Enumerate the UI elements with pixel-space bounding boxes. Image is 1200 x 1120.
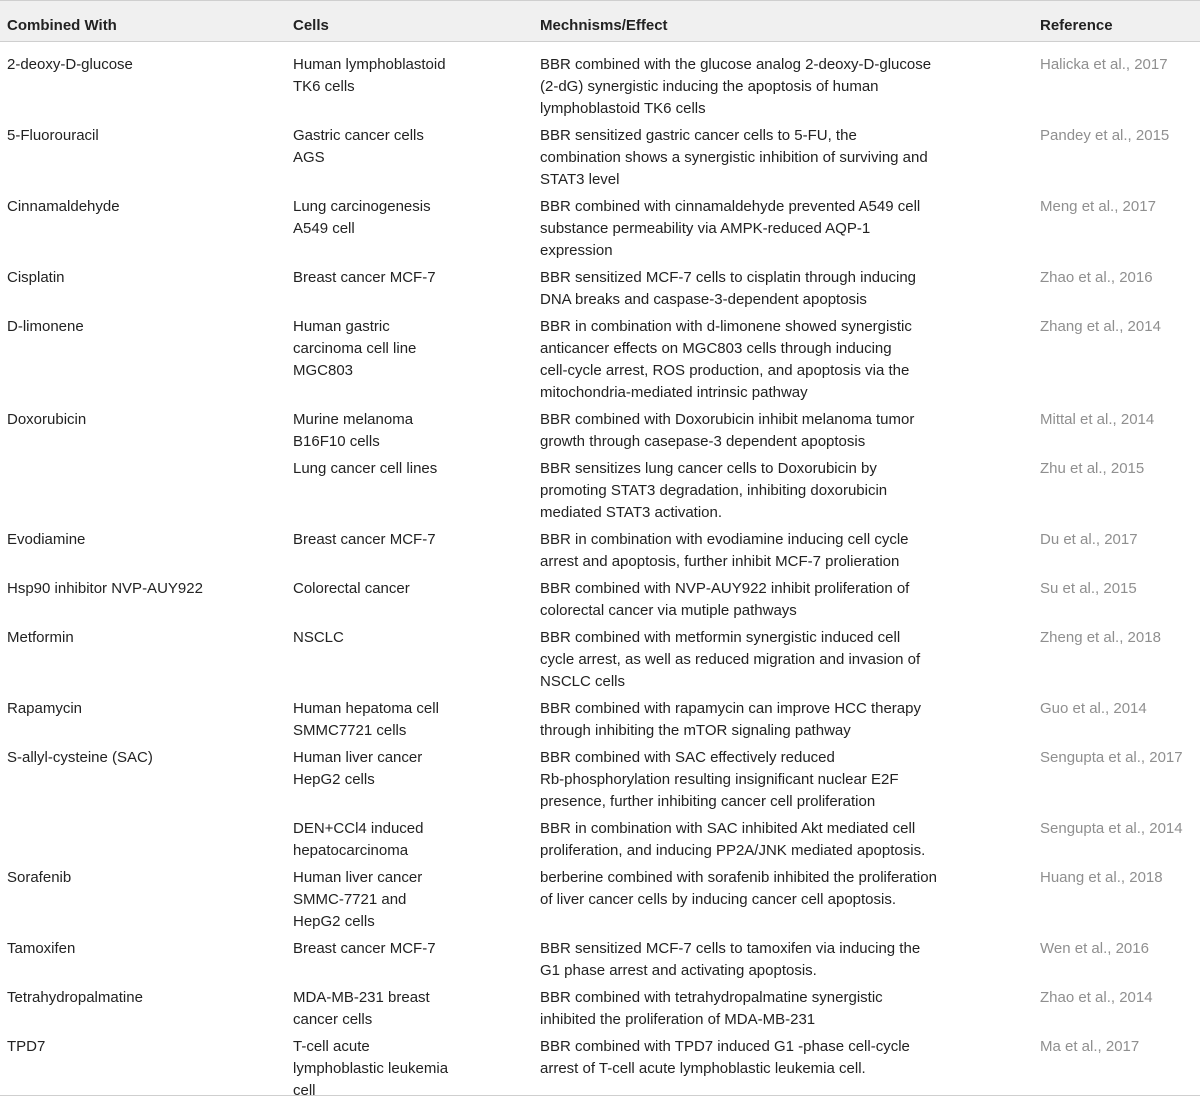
table-body: [0, 42, 1200, 1099]
table-row: [0, 397, 1200, 450]
header-combined-with: Combined With: [7, 17, 117, 34]
table-row: [0, 686, 1200, 739]
row-mechanism: BBR in combination with d-limonene showed synergistic anticancer effects on MGC803 cells through inducing cell-cycle arrest, ROS production, and apoptosis via the mitochondria-mediated intrinsic pathway: [540, 318, 912, 401]
row-combined-with: 5-Fluorouracil: [7, 127, 99, 144]
row-reference: Wen et al., 2016: [1040, 940, 1149, 957]
row-combined-with: Tamoxifen: [7, 940, 76, 957]
row-cells: Breast cancer MCF-7: [293, 531, 436, 548]
row-combined-with: Doxorubicin: [7, 411, 87, 428]
row-mechanism: BBR combined with the glucose analog 2-deoxy-D-glucose (2-dG) synergistic inducing the apoptosis of human lymphoblastoid TK6 cells: [540, 56, 932, 117]
row-combined-with: D-limonene: [7, 318, 84, 335]
row-mechanism: BBR combined with Doxorubicin inhibit melanoma tumor growth through casepase-3 dependent apoptosis: [540, 411, 915, 450]
row-combined-with: Cinnamaldehyde: [7, 198, 120, 215]
row-cells: NSCLC: [293, 629, 344, 646]
table-row: [0, 806, 1200, 859]
row-combined-with: S-allyl-cysteine (SAC): [7, 749, 153, 766]
row-mechanism: BBR combined with tetrahydropalmatine synergistic inhibited the proliferation of MDA-MB-231: [540, 989, 883, 1028]
row-reference: Ma et al., 2017: [1040, 1038, 1140, 1055]
row-reference: Du et al., 2017: [1040, 531, 1138, 548]
row-combined-with: Rapamycin: [7, 700, 83, 717]
row-cells: Human liver cancer SMMC-7721 and HepG2 cells: [293, 869, 423, 930]
row-cells: MDA-MB-231 breast cancer cells: [293, 989, 430, 1028]
row-cells: Gastric cancer cells AGS: [293, 127, 424, 166]
row-cells: Breast cancer MCF-7: [293, 940, 436, 957]
table-row: [0, 113, 1200, 188]
table-header: [0, 0, 1200, 42]
row-mechanism: BBR combined with cinnamaldehyde prevented A549 cell substance permeability via AMPK-reduced AQP-1 expression: [540, 198, 921, 259]
row-reference: Zhang et al., 2014: [1040, 318, 1161, 335]
row-mechanism: BBR in combination with SAC inhibited Akt mediated cell proliferation, and inducing PP2A/JNK mediated apoptosis.: [540, 820, 926, 859]
row-mechanism: BBR sensitized MCF-7 cells to tamoxifen via inducing the G1 phase arrest and activating apoptosis.: [540, 940, 921, 979]
row-reference: Zhao et al., 2016: [1040, 269, 1153, 286]
row-reference: Sengupta et al., 2014: [1040, 820, 1183, 837]
row-cells: Breast cancer MCF-7: [293, 269, 436, 286]
row-reference: Guo et al., 2014: [1040, 700, 1147, 717]
row-combined-with: Cisplatin: [7, 269, 65, 286]
row-mechanism: BBR combined with NVP-AUY922 inhibit proliferation of colorectal cancer via mutiple pathways: [540, 580, 910, 619]
table-row: [0, 42, 1200, 117]
table-row: [0, 975, 1200, 1028]
row-mechanism: BBR sensitized gastric cancer cells to 5-FU, the combination shows a synergistic inhibition of surviving and STAT3 level: [540, 127, 928, 188]
row-cells: Human gastric carcinoma cell line MGC803: [293, 318, 417, 379]
row-combined-with: Hsp90 inhibitor NVP-AUY922: [7, 580, 203, 597]
table-row: [0, 615, 1200, 690]
row-reference: Halicka et al., 2017: [1040, 56, 1168, 73]
row-combined-with: 2-deoxy-D-glucose: [7, 56, 133, 73]
table-bottom-rule: [0, 1095, 1200, 1096]
row-reference: Su et al., 2015: [1040, 580, 1137, 597]
row-reference: Meng et al., 2017: [1040, 198, 1156, 215]
row-cells: DEN+CCl4 induced hepatocarcinoma: [293, 820, 424, 859]
table-row: [0, 566, 1200, 619]
row-reference: Zhao et al., 2014: [1040, 989, 1153, 1006]
row-cells: T-cell acute lymphoblastic leukemia cell: [293, 1038, 449, 1099]
table-row: [0, 446, 1200, 521]
header-cells: Cells: [293, 17, 329, 34]
row-cells: Human lymphoblastoid TK6 cells: [293, 56, 446, 95]
row-reference: Sengupta et al., 2017: [1040, 749, 1183, 766]
row-mechanism: BBR sensitizes lung cancer cells to Doxorubicin by promoting STAT3 degradation, inhibiting doxorubicin mediated STAT3 activation.: [540, 460, 888, 521]
row-combined-with: Evodiamine: [7, 531, 86, 548]
table-row: [0, 304, 1200, 401]
row-reference: Huang et al., 2018: [1040, 869, 1163, 886]
table-row: [0, 735, 1200, 810]
table-row: [0, 855, 1200, 930]
row-reference: Zheng et al., 2018: [1040, 629, 1161, 646]
row-cells: Murine melanoma B16F10 cells: [293, 411, 414, 450]
row-mechanism: BBR combined with TPD7 induced G1 -phase cell-cycle arrest of T-cell acute lymphoblastic leukemia cell.: [540, 1038, 910, 1077]
row-reference: Zhu et al., 2015: [1040, 460, 1145, 477]
row-combined-with: TPD7: [7, 1038, 46, 1055]
row-cells: Colorectal cancer: [293, 580, 410, 597]
row-reference: Pandey et al., 2015: [1040, 127, 1170, 144]
row-combined-with: Sorafenib: [7, 869, 72, 886]
row-combined-with: Metformin: [7, 629, 74, 646]
row-combined-with: Tetrahydropalmatine: [7, 989, 143, 1006]
row-mechanism: BBR combined with SAC effectively reduced Rb-phosphorylation resulting insignificant nuclear E2F presence, further inhibiting cancer cell proliferation: [540, 749, 899, 810]
header-mechanism: Mechnisms/Effect: [540, 17, 668, 34]
table-row: [0, 517, 1200, 570]
row-mechanism: BBR combined with metformin synergistic induced cell cycle arrest, as well as reduced migration and invasion of NSCLC cells: [540, 629, 921, 690]
row-cells: Lung carcinogenesis A549 cell: [293, 198, 431, 237]
row-mechanism: BBR in combination with evodiamine inducing cell cycle arrest and apoptosis, further inhibit MCF-7 prolieration: [540, 531, 909, 570]
table-row: [0, 926, 1200, 979]
row-mechanism: BBR sensitized MCF-7 cells to cisplatin through inducing DNA breaks and caspase-3-dependent apoptosis: [540, 269, 917, 308]
row-mechanism: berberine combined with sorafenib inhibited the proliferation of liver cancer cells by inducing cancer cell apoptosis.: [540, 869, 937, 908]
table-row: [0, 1024, 1200, 1099]
row-cells: Lung cancer cell lines: [293, 460, 438, 477]
table-row: [0, 255, 1200, 308]
row-mechanism: BBR combined with rapamycin can improve HCC therapy through inhibiting the mTOR signaling pathway: [540, 700, 921, 739]
row-cells: Human liver cancer HepG2 cells: [293, 749, 423, 788]
header-reference: Reference: [1040, 17, 1113, 34]
row-reference: Mittal et al., 2014: [1040, 411, 1155, 428]
table-row: [0, 184, 1200, 259]
row-cells: Human hepatoma cell SMMC7721 cells: [293, 700, 439, 739]
